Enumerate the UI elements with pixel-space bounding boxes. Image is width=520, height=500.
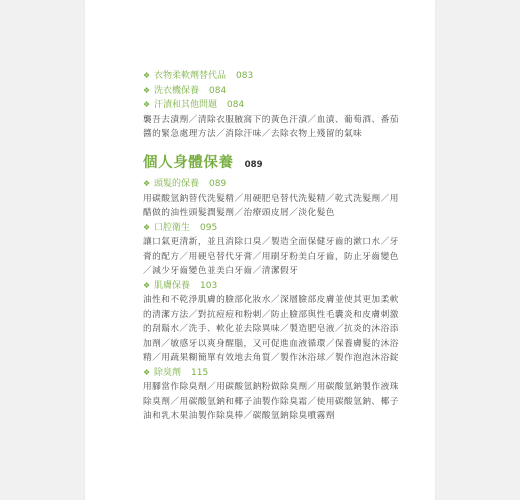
diamond-bullet-icon: ❖ (143, 367, 151, 377)
toc-entry (143, 84, 405, 99)
diamond-bullet-icon: ❖ (143, 280, 151, 290)
toc-entry-page: 103 (200, 280, 218, 291)
toc-entry-title: 除臭劑 (154, 367, 182, 378)
toc-entry-page: 084 (209, 85, 227, 96)
toc-entry-page: 084 (227, 100, 245, 110)
toc-entry-page: 089 (209, 179, 227, 189)
toc-entry (143, 177, 405, 192)
toc-entry (143, 98, 405, 113)
toc-entry-description: 襲吾去漬劑／清除衣服腋窩下的黃色汗漬／血漬、葡萄酒、番茄醬的緊急處理方法／消除汗味／去除衣物上殘留的氣味 (143, 114, 399, 139)
toc-entry-description: 油性和不乾淨肌膚的臉部化妝水／深層臉部皮膚並使其更加柔軟的清潔方法／對抗痘痘和粉刺／防止臉部與性毛囊炎和皮膚刺激的刮鬍水／洗手、軟化並去除異味／製造肥皂液／抗炎的沐浴添加劑／敏感牙以爽身醒腦，又可促進血液循環／保養膚髮的沐浴精／用蔬果糊簡單有效地去角質／製作沐浴球／製作泡泡沐浴錠 (143, 295, 399, 363)
diamond-bullet-icon: ❖ (143, 179, 151, 188)
section-title: 個人身體保養 (143, 154, 234, 171)
toc-entry-title: 洗衣機保養 (154, 85, 200, 96)
toc-entry (143, 366, 405, 381)
toc-entry-description: 讓口氣更清新，並且消除口臭／製造全面保健牙齒的漱口水／牙膏的配方／用硬皂替代牙膏／用刷牙粉美白牙齒，防止牙齒變色／減少牙齒變色並美白牙齒／清潔假牙 (143, 237, 399, 276)
diamond-bullet-icon: ❖ (143, 100, 151, 109)
section-page-number: 089 (244, 159, 263, 170)
diamond-bullet-icon: ❖ (143, 85, 151, 95)
table-of-contents (143, 69, 405, 424)
toc-entry-title: 衣物柔軟劑替代品 (154, 71, 227, 81)
toc-entry (143, 69, 405, 84)
toc-entry (143, 279, 405, 294)
section-heading-row (143, 154, 405, 173)
toc-entry-description: 用腳當作除臭劑／用碳酸氫鈉粉做除臭劑／用碳酸氫鈉製作液珠除臭劑／用碳酸氫鈉和椰子油製作除臭霜／使用碳酸氫鈉、椰子油和乳木果油製作除臭棒／碳酸氫鈉除臭噴霧劑 (143, 382, 399, 421)
toc-entry-title: 汗漬和其他問題 (154, 100, 218, 110)
toc-entry-page: 115 (191, 367, 209, 378)
toc-entry-description: 用碳酸氫鈉替代洗髮精／用硬肥皂替代洗髮精／乾式洗髮劑／用醋做的油性頭髮潤髮劑／治療頭皮屑／淡化髮色 (143, 193, 399, 218)
toc-entry-title: 頭髮的保養 (154, 179, 200, 189)
diamond-bullet-icon: ❖ (143, 71, 151, 80)
diamond-bullet-icon: ❖ (143, 222, 151, 232)
toc-entry-title: 口腔衛生 (154, 222, 191, 233)
toc-entry-title: 肌膚保養 (154, 280, 191, 291)
toc-entry (143, 221, 405, 236)
toc-entry-page: 095 (200, 222, 218, 233)
toc-entry-page: 083 (236, 71, 254, 81)
